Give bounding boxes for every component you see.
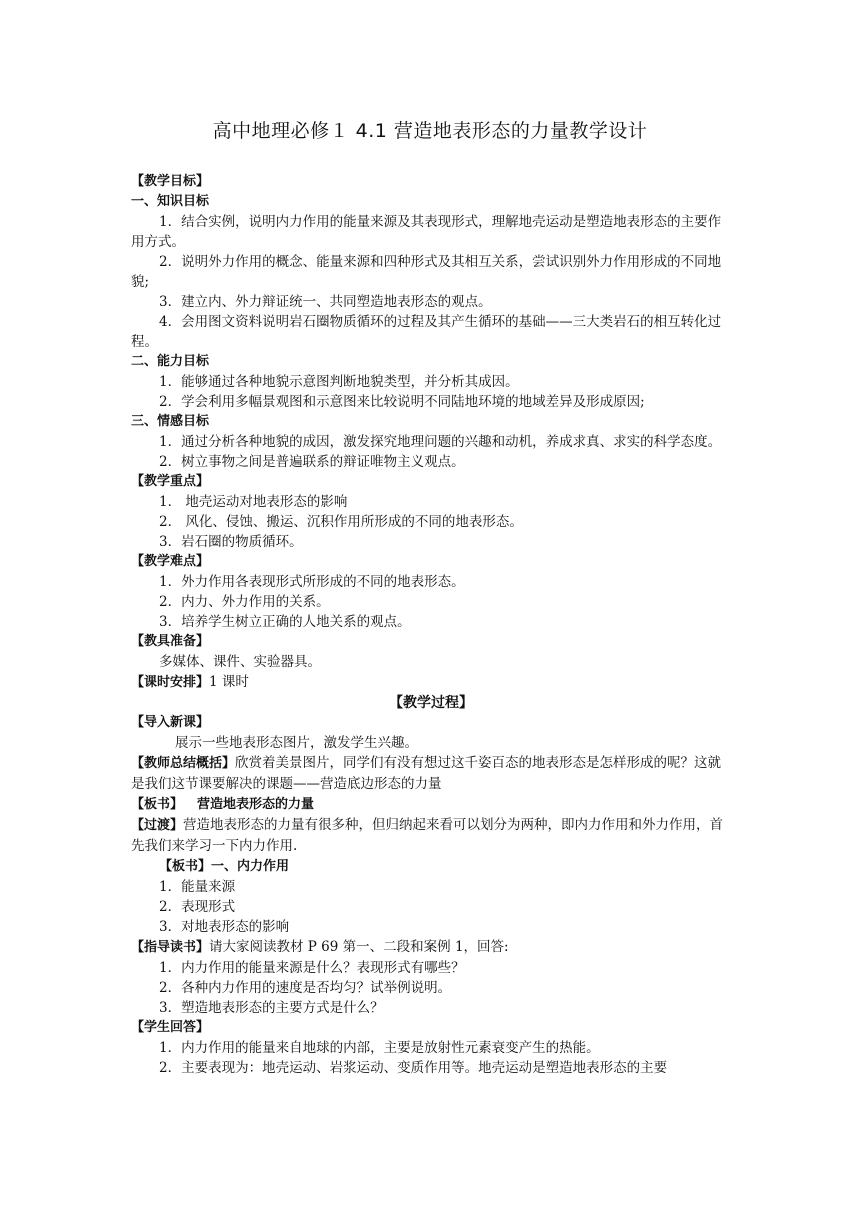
summary-text: 欣赏着美景图片，同学们有没有想过这千姿百态的地表形态是怎样形成的呢？这就是我们这节课要解决的课题——营造底边形态的力量: [131, 755, 722, 792]
board-1-text: 营造地表形态的力量: [197, 797, 315, 812]
board-1-heading: 【板书】: [131, 797, 184, 812]
key-point-2: 2． 风化、侵蚀、搬运、沉积作用所形成的不同的地表形态。: [159, 514, 523, 530]
tools-heading: 【教具准备】: [131, 634, 210, 649]
intro-text: 展示一些地表形态图片，激发学生兴趣。: [175, 735, 418, 751]
board-2-text: 一、内力作用: [211, 859, 290, 874]
time-heading: 【课时安排】: [131, 675, 210, 690]
board-2-line: [131, 856, 731, 877]
time-line: [131, 672, 731, 693]
knowledge-goals-heading: 一、知识目标: [131, 194, 210, 209]
time-value: 1 课时: [209, 674, 249, 690]
key-point-1: 1． 地壳运动对地表形态的影响: [159, 494, 348, 510]
document-body: [131, 172, 731, 1078]
key-point-3: 3．岩石圈的物质循环。: [159, 534, 303, 550]
knowledge-goal-3: 3．建立内、外力辩证统一、共同塑造地表形态的观点。: [159, 294, 492, 310]
board-1-line: [131, 794, 731, 815]
transition-text: 营造地表形态的力量有很多种，但归纳起来看可以划分为两种，即内力作用和外力作用，首先我们来学习一下内力作用.: [131, 817, 724, 854]
summary-heading: 【教师总结概括】: [131, 756, 236, 771]
transition-heading: 【过渡】: [131, 818, 184, 833]
transition-paragraph: [131, 815, 731, 856]
goals-heading: 【教学目标】: [131, 174, 210, 189]
emotion-goal-2: 2．树立事物之间是普遍联系的辩证唯物主义观点。: [159, 454, 465, 470]
difficulty-3: 3．培养学生树立正确的人地关系的观点。: [159, 614, 411, 630]
guide-question-2: 2．各种内力作用的速度是否均匀？试举例说明。: [159, 980, 452, 996]
ability-goal-1: 1．能够通过各种地貌示意图判断地貌类型，并分析其成因。: [159, 374, 519, 390]
answer-heading: 【学生回答】: [131, 1020, 210, 1035]
guide-question-3: 3．塑造地表形态的主要方式是什么？: [159, 1000, 384, 1016]
guide-line: [131, 937, 731, 958]
board-2-heading: 【板书】: [159, 859, 212, 874]
knowledge-goal-4: 4．会用图文资料说明岩石圈物质循环的过程及其产生循环的基础——三大类岩石的相互转化过程。: [131, 314, 722, 350]
difficulties-heading: 【教学难点】: [131, 554, 210, 569]
board-2-item-3: 3．对地表形态的影响: [159, 919, 290, 935]
summary-paragraph: [131, 753, 731, 794]
answer-2: 2．主要表现为：地壳运动、岩浆运动、变质作用等。地壳运动是塑造地表形态的主要: [159, 1060, 668, 1076]
intro-heading: 【导入新课】: [131, 715, 210, 730]
difficulty-1: 1．外力作用各表现形式所形成的不同的地表形态。: [159, 574, 465, 590]
guide-question-1: 1．内力作用的能量来源是什么？表现形式有哪些？: [159, 960, 465, 976]
ability-goal-2: 2．学会利用多幅景观图和示意图来比较说明不同陆地环境的地域差异及形成原因;: [159, 394, 645, 410]
board-2-item-2: 2．表现形式: [159, 899, 236, 915]
board-2-item-1: 1．能量来源: [159, 879, 236, 895]
knowledge-goal-2: 2．说明外力作用的概念、能量来源和四种形式及其相互关系，尝试识别外力作用形成的不同地貌;: [131, 254, 722, 290]
guide-text: 请大家阅读教材 P 69 第一、二段和案例 1，回答:: [209, 939, 509, 955]
document-title: 高中地理必修１ 4.1 营造地表形态的力量教学设计: [212, 120, 648, 142]
answer-1: 1．内力作用的能量来自地球的内部，主要是放射性元素衰变产生的热能。: [159, 1040, 600, 1056]
guide-heading: 【指导读书】: [131, 940, 210, 955]
difficulty-2: 2．内力、外力作用的关系。: [159, 594, 330, 610]
knowledge-goal-1: 1．结合实例，说明内力作用的能量来源及其表现形式，理解地壳运动是塑造地表形态的主要作用方式。: [131, 214, 722, 250]
ability-goals-heading: 二、能力目标: [131, 354, 210, 369]
tools-text: 多媒体、课件、实验器具。: [159, 654, 321, 670]
emotion-goal-1: 1．通过分析各种地貌的成因，激发探究地理问题的兴趣和动机，养成求真、求实的科学态度。: [159, 434, 722, 450]
process-heading: 【教学过程】: [389, 695, 473, 711]
key-points-heading: 【教学重点】: [131, 474, 210, 489]
emotion-goals-heading: 三、情感目标: [131, 414, 210, 429]
